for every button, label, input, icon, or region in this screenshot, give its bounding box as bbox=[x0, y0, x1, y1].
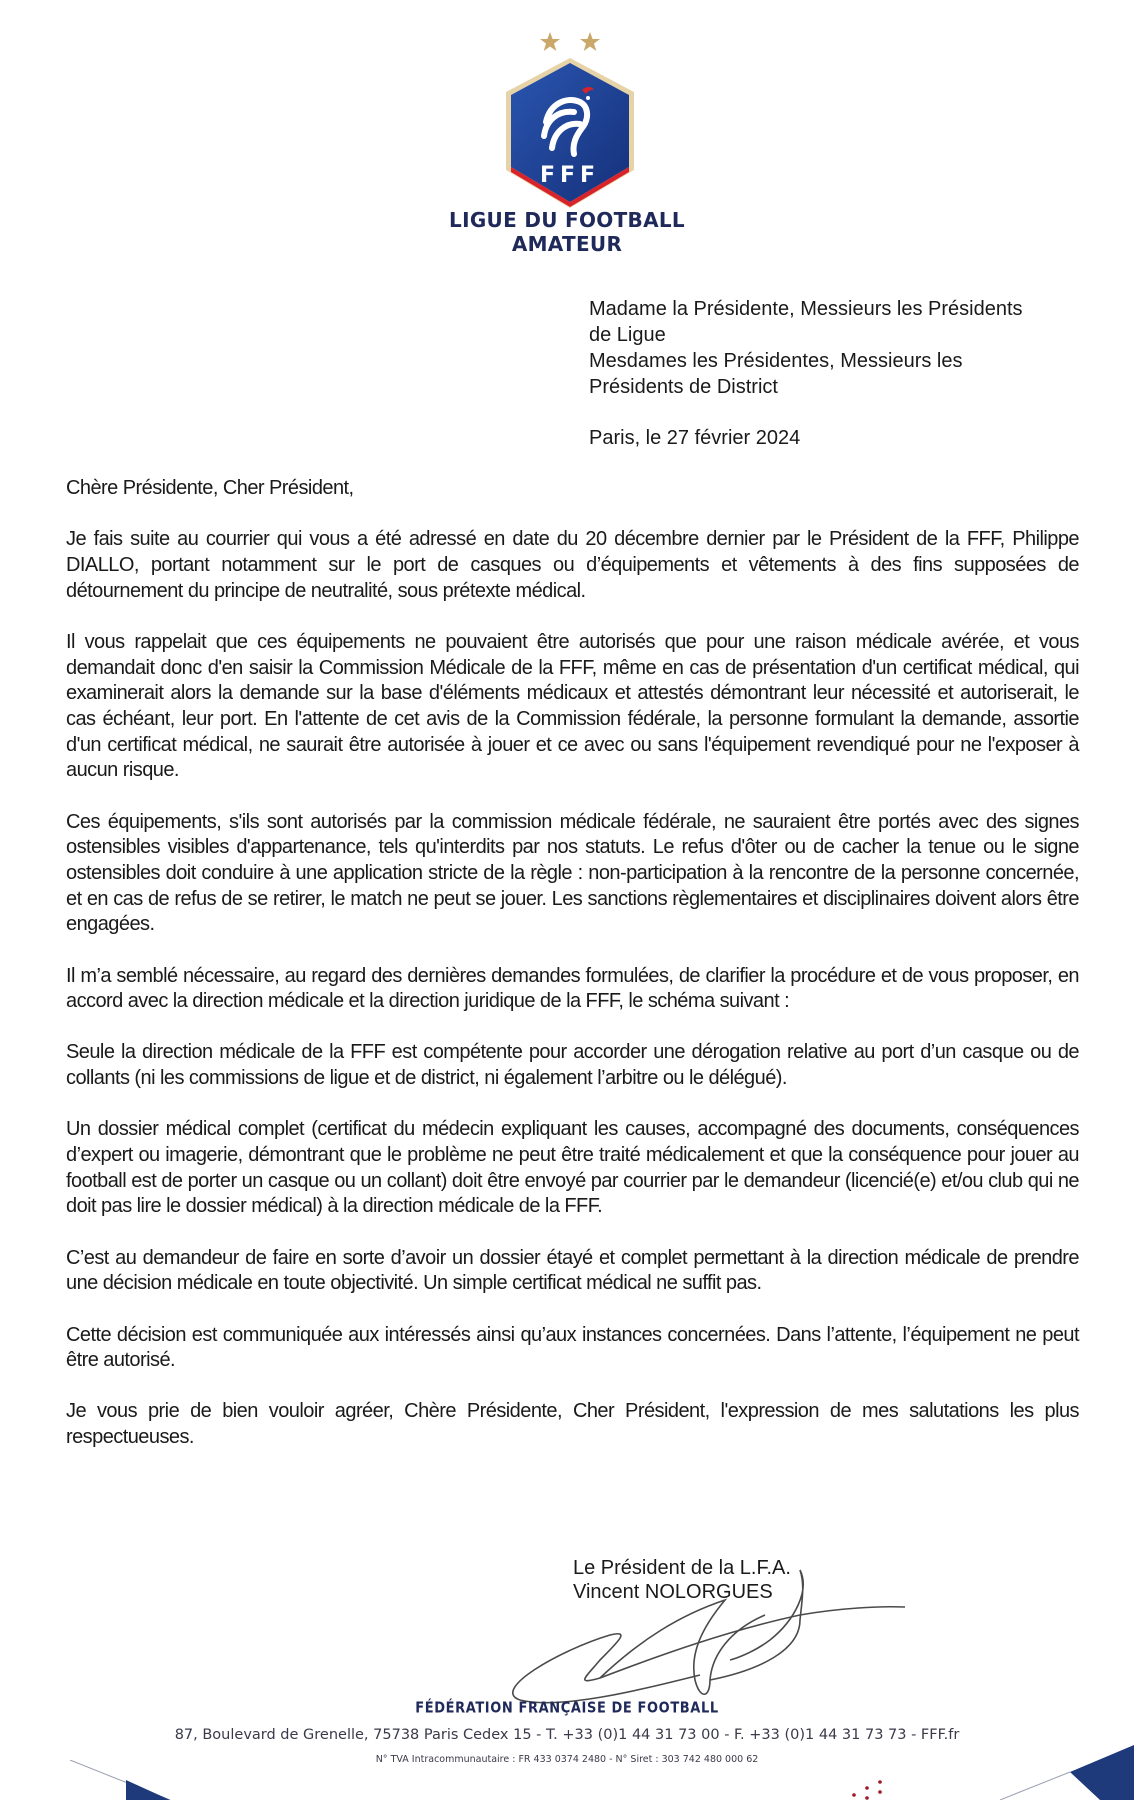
recipient-line: de Ligue bbox=[589, 324, 666, 346]
paragraph: Je fais suite au courrier qui vous a été adressé en date du 20 décembre dernier par le Président de la FFF, Philippe DIALLO, portant notamment sur le port de casques ou d’équipements et vêtements à des fins supposées de détournement du principe de neutralité, sous prétexte médical. bbox=[66, 528, 1079, 602]
footer-legal-info: N° TVA Intracommunautaire : FR 433 0374 2480 - N° Siret : 303 742 480 000 62 bbox=[375, 1754, 759, 1765]
org-title-line1: LIGUE DU FOOTBALL bbox=[449, 208, 685, 232]
crest-fff-text: FFF bbox=[539, 163, 601, 188]
paragraph: Un dossier médical complet (certificat du médecin expliquant les causes, accompagné des documents, conséquences d’expert ou imagerie, démontrant que le problème ne peut être traité médicalement et que la conséquence pour jouer au football est de porter un casque ou un collant) doit être envoyé par courrier par le demandeur (licencié(e) et/ou club qui ne doit pas lire le dossier médical) à la direction médicale de la FFF. bbox=[66, 1118, 1079, 1218]
salutation: Chère Présidente, Cher Président, bbox=[66, 477, 354, 499]
paragraph: Ces équipements, s'ils sont autorisés par la commission médicale fédérale, ne sauraient être portés avec des signes ostensibles visibles d'appartenance, tels qu'interdits par nos statuts. Le refus d'ôter ou de cacher la tenue ou le signe ostensibles doit conduire à une application stricte de la règle : non-participation à la rencontre de la personne concernée, et en cas de refus de se retirer, le match ne peut se jouer. Les sanctions règlementaires et disciplinaires doivent alors être engagées. bbox=[66, 810, 1079, 936]
recipient-line: Madame la Présidente, Messieurs les Présidents bbox=[589, 298, 1023, 320]
fff-crest-logo bbox=[502, 56, 638, 212]
footer-decoration-right bbox=[1000, 1740, 1134, 1800]
paragraph: Il m’a semblé nécessaire, au regard des dernières demandes formulées, de clarifier la procédure et de vous proposer, en accord avec la direction médicale et la direction juridique de la FFF, le schéma suivant : bbox=[66, 964, 1079, 1013]
letter-date: Paris, le 27 février 2024 bbox=[589, 427, 801, 449]
footer-federation-name: FÉDÉRATION FRANÇAISE DE FOOTBALL bbox=[415, 1699, 719, 1718]
recipients-block bbox=[589, 296, 1109, 400]
footer-decoration-left bbox=[60, 1760, 260, 1800]
paragraph: Cette décision est communiquée aux intéressés ainsi qu’aux instances concernées. Dans l’attente, l’équipement ne peut être autorisé. bbox=[66, 1323, 1079, 1372]
letter-body bbox=[66, 476, 1079, 1476]
signatory-name: Vincent NOLORGUES bbox=[573, 1581, 773, 1603]
star-icon bbox=[580, 32, 600, 51]
footer-address: 87, Boulevard de Grenelle, 75738 Paris Cedex 15 - T. +33 (0)1 44 31 73 00 - F. +33 (0)1 44 31 73 73 - FFF.fr bbox=[174, 1727, 960, 1743]
handwritten-signature bbox=[500, 1560, 920, 1710]
organization-title bbox=[0, 208, 1134, 256]
paragraph: Seule la direction médicale de la FFF est compétente pour accorder une dérogation relative au port d’un casque ou de collants (ni les commissions de ligue et de district, ni également l’arbitre ou le délégué). bbox=[66, 1041, 1079, 1090]
recipient-line: Mesdames les Présidentes, Messieurs les bbox=[589, 350, 963, 372]
recipient-line: Présidents de District bbox=[589, 376, 778, 398]
signatory-title: Le Président de la L.F.A. bbox=[573, 1557, 791, 1579]
paragraph: C’est au demandeur de faire en sorte d’avoir un dossier étayé et complet permettant à la direction médicale de prendre une décision médicale en toute objectivité. Un simple certificat médical ne suffit pas. bbox=[66, 1246, 1079, 1295]
org-title-line2: AMATEUR bbox=[511, 232, 623, 256]
star-icon bbox=[540, 32, 560, 51]
stars-icon bbox=[538, 30, 608, 54]
footer-decoration-dots bbox=[840, 1770, 900, 1800]
closing-paragraph: Je vous prie de bien vouloir agréer, Chère Présidente, Cher Président, l'expression de mes salutations les plus respectueuses. bbox=[66, 1400, 1079, 1449]
paragraph: Il vous rappelait que ces équipements ne pouvaient être autorisés que pour une raison médicale avérée, et vous demandait donc d'en saisir la Commission Médicale de la FFF, même en cas de présentation d'un certificat médical, qui examinerait alors la demande sur la base d'éléments médicaux et attestés démontrant leur nécessité et autoriserait, le cas échéant, leur port. En l'attente de cet avis de la Commission fédérale, la personne formulant la demande, assortie d'un certificat médical, ne saurait être autorisée à jouer et ce avec ou sans l'équipement revendiqué pour ne l'exposer à aucun risque. bbox=[66, 630, 1079, 782]
